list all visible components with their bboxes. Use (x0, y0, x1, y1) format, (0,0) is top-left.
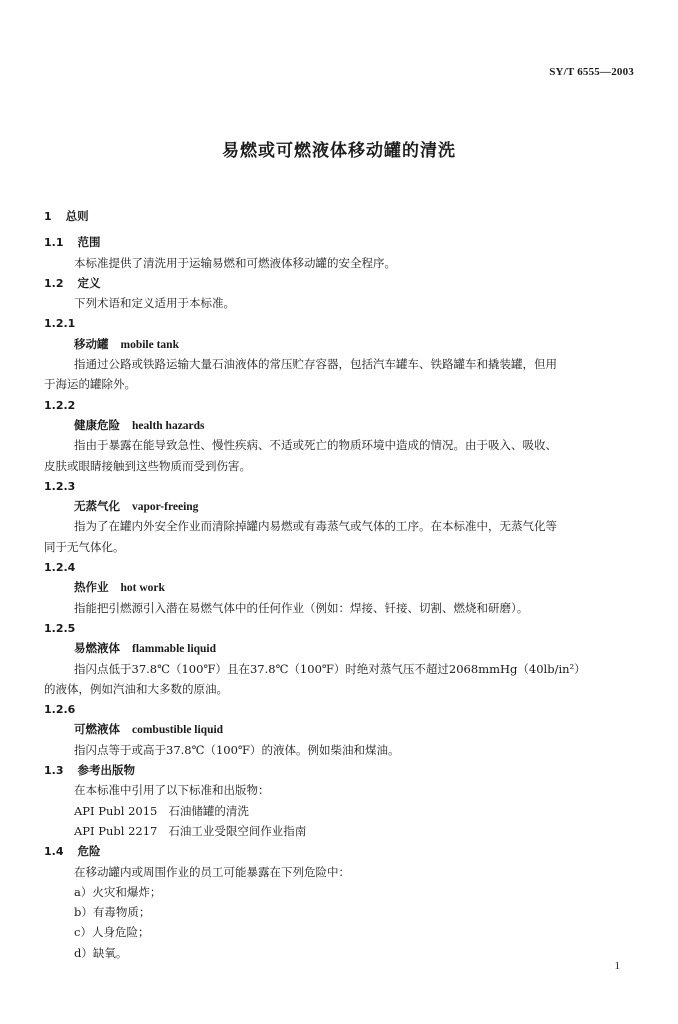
section-title: 定义 (77, 275, 101, 290)
term-heading (44, 638, 640, 658)
reference-item: API Publ 2217 石油工业受限空间作业指南 (74, 823, 307, 838)
clause-number: 1.2.3 (44, 479, 76, 493)
page-number: 1 (614, 960, 620, 972)
term-definition: 指由于暴露在能导致急性、慢性疾病、不适或死亡的物质环境中造成的情况。由于吸入、吸收、 (74, 438, 557, 453)
clause-number: 1.2.6 (44, 703, 76, 717)
term-definition-cont: 于海运的罐除外。 (44, 377, 136, 392)
term-number (44, 618, 640, 638)
term-definition-cont: 皮肤或眼睛接触到这些物质而受到伤害。 (44, 458, 251, 473)
term-definition: 指闪点等于或高于37.8℃（100℉）的液体。例如柴油和煤油。 (74, 742, 400, 757)
term-english: health hazards (132, 419, 205, 432)
paragraph: 在移动罐内或周围作业的员工可能暴露在下列危险中： (74, 864, 350, 879)
term-number (44, 476, 640, 496)
term-number (44, 699, 640, 719)
clause-number: 1.2.1 (44, 317, 76, 331)
term-english: hot work (120, 582, 165, 595)
term-definition-cont: 的液体，例如汽油和大多数的原油。 (44, 681, 228, 696)
section-number: 1.3 (44, 764, 64, 778)
paragraph: 在本标准中引用了以下标准和出版物： (74, 783, 270, 798)
term-chinese: 可燃液体 (74, 722, 120, 737)
list-item: c）人身危险； (74, 925, 150, 940)
term-heading (44, 334, 640, 354)
term-number (44, 313, 640, 333)
list-item: d）缺氧。 (74, 945, 128, 960)
section-title: 参考出版物 (77, 763, 135, 778)
section-1-3-heading (44, 760, 640, 780)
section-1-4-heading (44, 841, 640, 861)
term-definition: 指能把引燃源引入潜在易燃气体中的任何作业（例如：焊接、钎接、切割、燃烧和研磨）。 (74, 600, 529, 615)
section-1-2-heading (44, 273, 640, 293)
term-heading (44, 415, 640, 435)
term-number (44, 395, 640, 415)
term-definition: 指通过公路或铁路运输大量石油液体的常压贮存容器，包括汽车罐车、铁路罐车和撬装罐，但用 (74, 357, 557, 372)
paragraph: 本标准提供了清洗用于运输易燃和可燃液体移动罐的安全程序。 (74, 255, 396, 270)
term-chinese: 健康危险 (74, 417, 120, 432)
section-title: 范围 (77, 235, 101, 250)
term-heading (44, 496, 640, 516)
term-english: mobile tank (120, 338, 179, 351)
section-number: 1.1 (44, 236, 64, 250)
standard-number: SY/T 6555—2003 (549, 66, 634, 78)
clause-number: 1.2.4 (44, 561, 76, 575)
clause-number: 1.2.5 (44, 621, 76, 635)
term-number (44, 557, 640, 577)
section-1-1-heading (44, 232, 640, 252)
term-heading (44, 577, 640, 597)
term-chinese: 热作业 (74, 580, 109, 595)
section-number: 1.2 (44, 276, 64, 290)
term-chinese: 移动罐 (74, 336, 109, 351)
section-number: 1.4 (44, 845, 64, 859)
term-chinese: 无蒸气化 (74, 499, 120, 514)
paragraph: 下列术语和定义适用于本标准。 (74, 296, 235, 311)
document-title: 易燃或可燃液体移动罐的清洗 (222, 141, 456, 161)
term-english: flammable liquid (132, 643, 217, 656)
term-definition: 指闪点低于37.8℃（100℉）且在37.8℃（100℉）时绝对蒸气压不超过2068mmHg（40lb/in²） (74, 661, 586, 676)
section-title: 危险 (77, 844, 101, 859)
term-english: vapor-freeing (132, 501, 199, 514)
list-item: b）有毒物质； (74, 905, 151, 920)
term-heading (44, 719, 640, 739)
section-title: 总则 (65, 209, 89, 223)
term-definition: 指为了在罐内外安全作业而清除掉罐内易燃或有毒蒸气或气体的工序。在本标准中，无蒸气化等 (74, 519, 557, 534)
section-1-heading (44, 206, 640, 226)
clause-number: 1.2.2 (44, 398, 76, 412)
document-body (44, 206, 640, 963)
reference-item: API Publ 2015 石油储罐的清洗 (74, 803, 249, 818)
section-number: 1 (44, 210, 52, 223)
term-definition-cont: 同于无气体化。 (44, 539, 125, 554)
term-chinese: 易燃液体 (74, 641, 120, 656)
list-item: a）火灾和爆炸； (74, 884, 162, 899)
term-english: combustible liquid (132, 724, 224, 737)
